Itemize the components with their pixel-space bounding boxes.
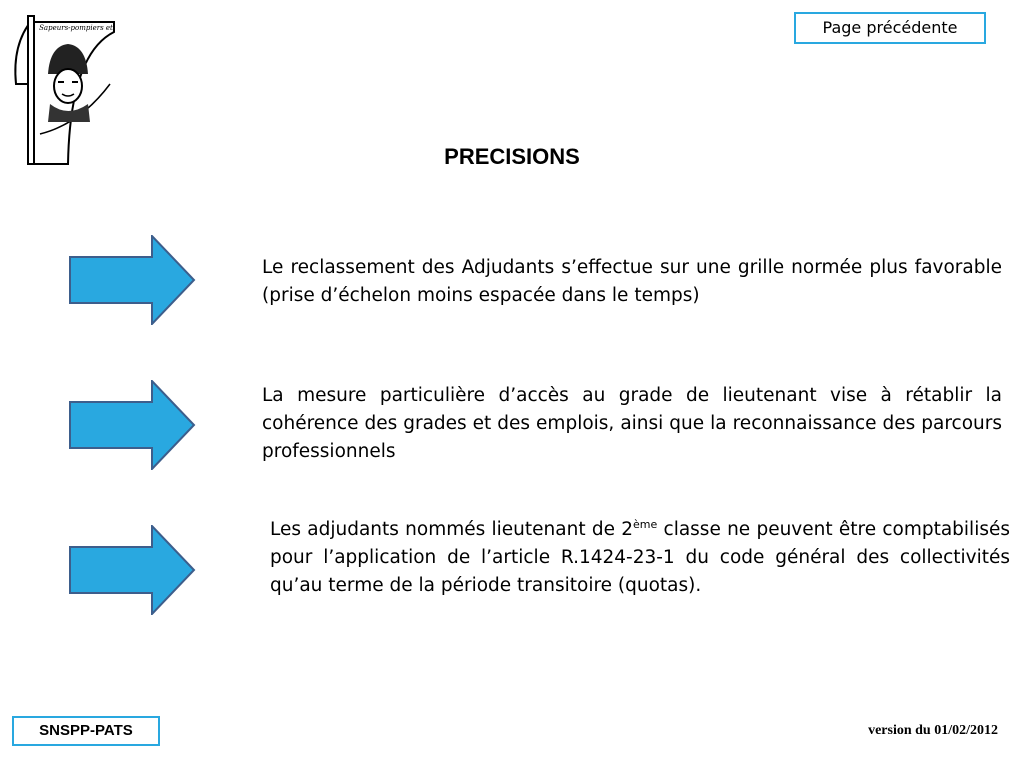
- precision-text-3: [270, 516, 1010, 600]
- svg-text:Sapeurs-pompiers et: Sapeurs-pompiers et: [39, 24, 113, 32]
- right-arrow-icon: [68, 235, 196, 325]
- right-arrow-icon: [68, 380, 196, 470]
- precision-text-3-start: Les adjudants nommés lieutenant de 2: [270, 519, 633, 540]
- superscript-eme: ème: [633, 517, 658, 531]
- previous-page-button[interactable]: Page précédente: [794, 12, 986, 44]
- right-arrow-icon: [68, 525, 196, 615]
- footer-badge: SNSPP-PATS: [12, 716, 160, 746]
- page-title: PRECISIONS: [444, 144, 580, 169]
- precision-text-1: Le reclassement des Adjudants s’effectue sur une grille normée plus favorable (prise d’échelon moins espacée dans le temps): [262, 257, 1002, 306]
- precision-text-3-end: classe ne peuvent être comptabilisés pour l’application de l’article R.1424-23-1 du code général des collectivités qu’au terme de la période transitoire (quotas).: [270, 519, 1010, 596]
- precision-text-2: La mesure particulière d’accès au grade de lieutenant vise à rétablir la cohérence des grades et des emplois, ainsi que la reconnaissance des parcours professionnels: [262, 385, 1002, 462]
- version-date: version du 01/02/2012: [868, 723, 998, 738]
